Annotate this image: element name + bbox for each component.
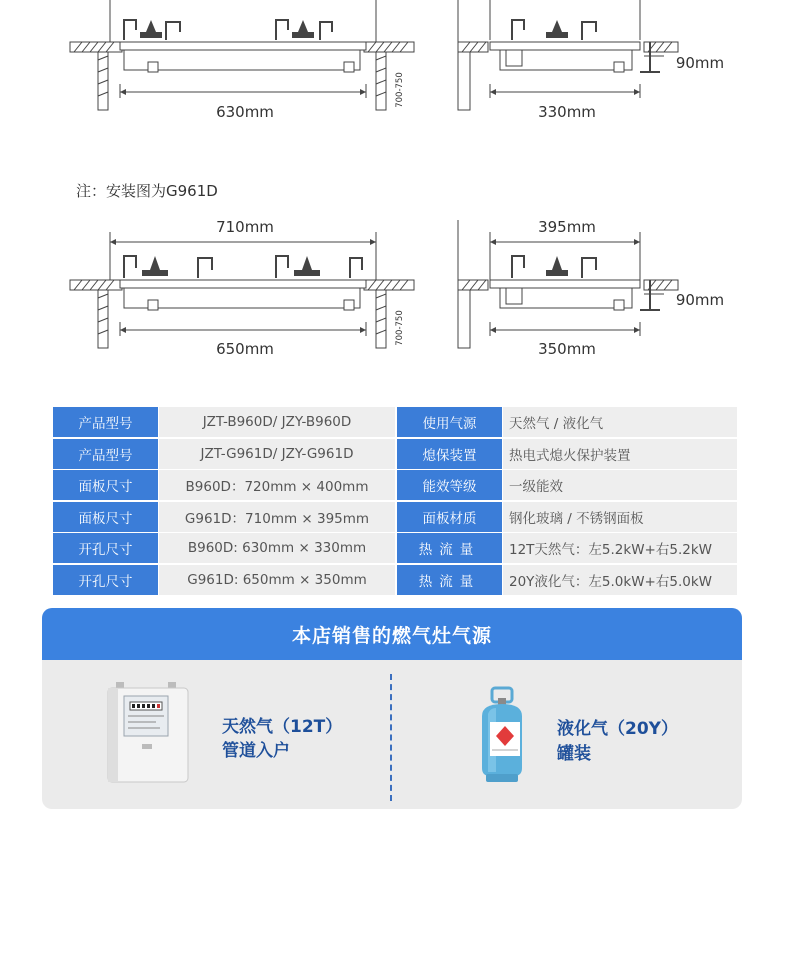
spec-row	[53, 501, 737, 532]
bottom-side-top-label: 395mm	[538, 218, 596, 236]
spec-table	[53, 407, 737, 595]
spec-label: 开孔尺寸	[53, 565, 159, 595]
spec-value: 一级能效	[503, 470, 737, 500]
gas-meter-icon	[106, 680, 190, 788]
lpg-subtitle: 罐装	[557, 744, 591, 764]
spec-value: 天然气 / 液化气	[503, 407, 737, 437]
spec-label: 面板尺寸	[53, 502, 159, 532]
bottom-side-height-label: 90mm	[675, 291, 725, 309]
spec-value: G961D：710mm × 395mm	[159, 502, 397, 532]
gas-source-panel	[42, 608, 742, 809]
spec-value: 20Y液化气：左5.0kW+右5.0kW	[503, 565, 737, 595]
spec-value: 12T天然气：左5.2kW+右5.2kW	[503, 533, 737, 563]
spec-row	[53, 438, 737, 469]
spec-label: 熄保装置	[397, 439, 503, 469]
spec-label: 使用气源	[397, 407, 503, 437]
installation-note: 注：安装图为G961D	[76, 182, 218, 200]
spec-label: 热流量	[397, 533, 503, 563]
gas-source-header: 本店销售的燃气灶气源	[42, 608, 742, 660]
installation-diagram-top-side	[454, 0, 734, 130]
spec-row	[53, 469, 737, 500]
natural-gas-subtitle: 管道入户	[222, 741, 290, 761]
spec-label: 热流量	[397, 565, 503, 595]
natural-gas-title: 天然气（12T）	[222, 717, 343, 737]
spec-row	[53, 564, 737, 595]
lpg-title: 液化气（20Y）	[557, 719, 678, 739]
gas-cylinder-icon	[474, 686, 532, 790]
top-side-height-label: 90mm	[675, 54, 725, 72]
spec-label: 面板材质	[397, 502, 503, 532]
top-side-depth-label: 330mm	[538, 103, 596, 121]
spec-value: 热电式熄火保护装置	[503, 439, 737, 469]
spec-value: B960D: 630mm × 330mm	[159, 533, 397, 563]
spec-label: 产品型号	[53, 439, 159, 469]
spec-value: JZT-B960D/ JZY-B960D	[159, 407, 397, 437]
spec-value: G961D: 650mm × 350mm	[159, 565, 397, 595]
spec-row	[53, 532, 737, 563]
divider	[390, 674, 392, 801]
spec-row	[53, 407, 737, 437]
spec-value: 钢化玻璃 / 不锈钢面板	[503, 502, 737, 532]
spec-label: 产品型号	[53, 407, 159, 437]
bottom-front-side-label: 700-750	[395, 310, 405, 346]
bottom-front-width-label: 650mm	[216, 340, 274, 358]
top-front-side-label: 700-750	[395, 72, 405, 108]
bottom-side-depth-label: 350mm	[538, 340, 596, 358]
bottom-front-top-label: 710mm	[216, 218, 274, 236]
spec-value: B960D：720mm × 400mm	[159, 470, 397, 500]
spec-label: 面板尺寸	[53, 470, 159, 500]
spec-label: 能效等级	[397, 470, 503, 500]
spec-value: JZT-G961D/ JZY-G961D	[159, 439, 397, 469]
installation-diagram-bottom-side	[454, 212, 734, 362]
installation-diagram-bottom-front	[68, 212, 418, 362]
spec-label: 开孔尺寸	[53, 533, 159, 563]
installation-diagram-top-front	[68, 0, 418, 130]
top-front-width-label: 630mm	[216, 103, 274, 121]
